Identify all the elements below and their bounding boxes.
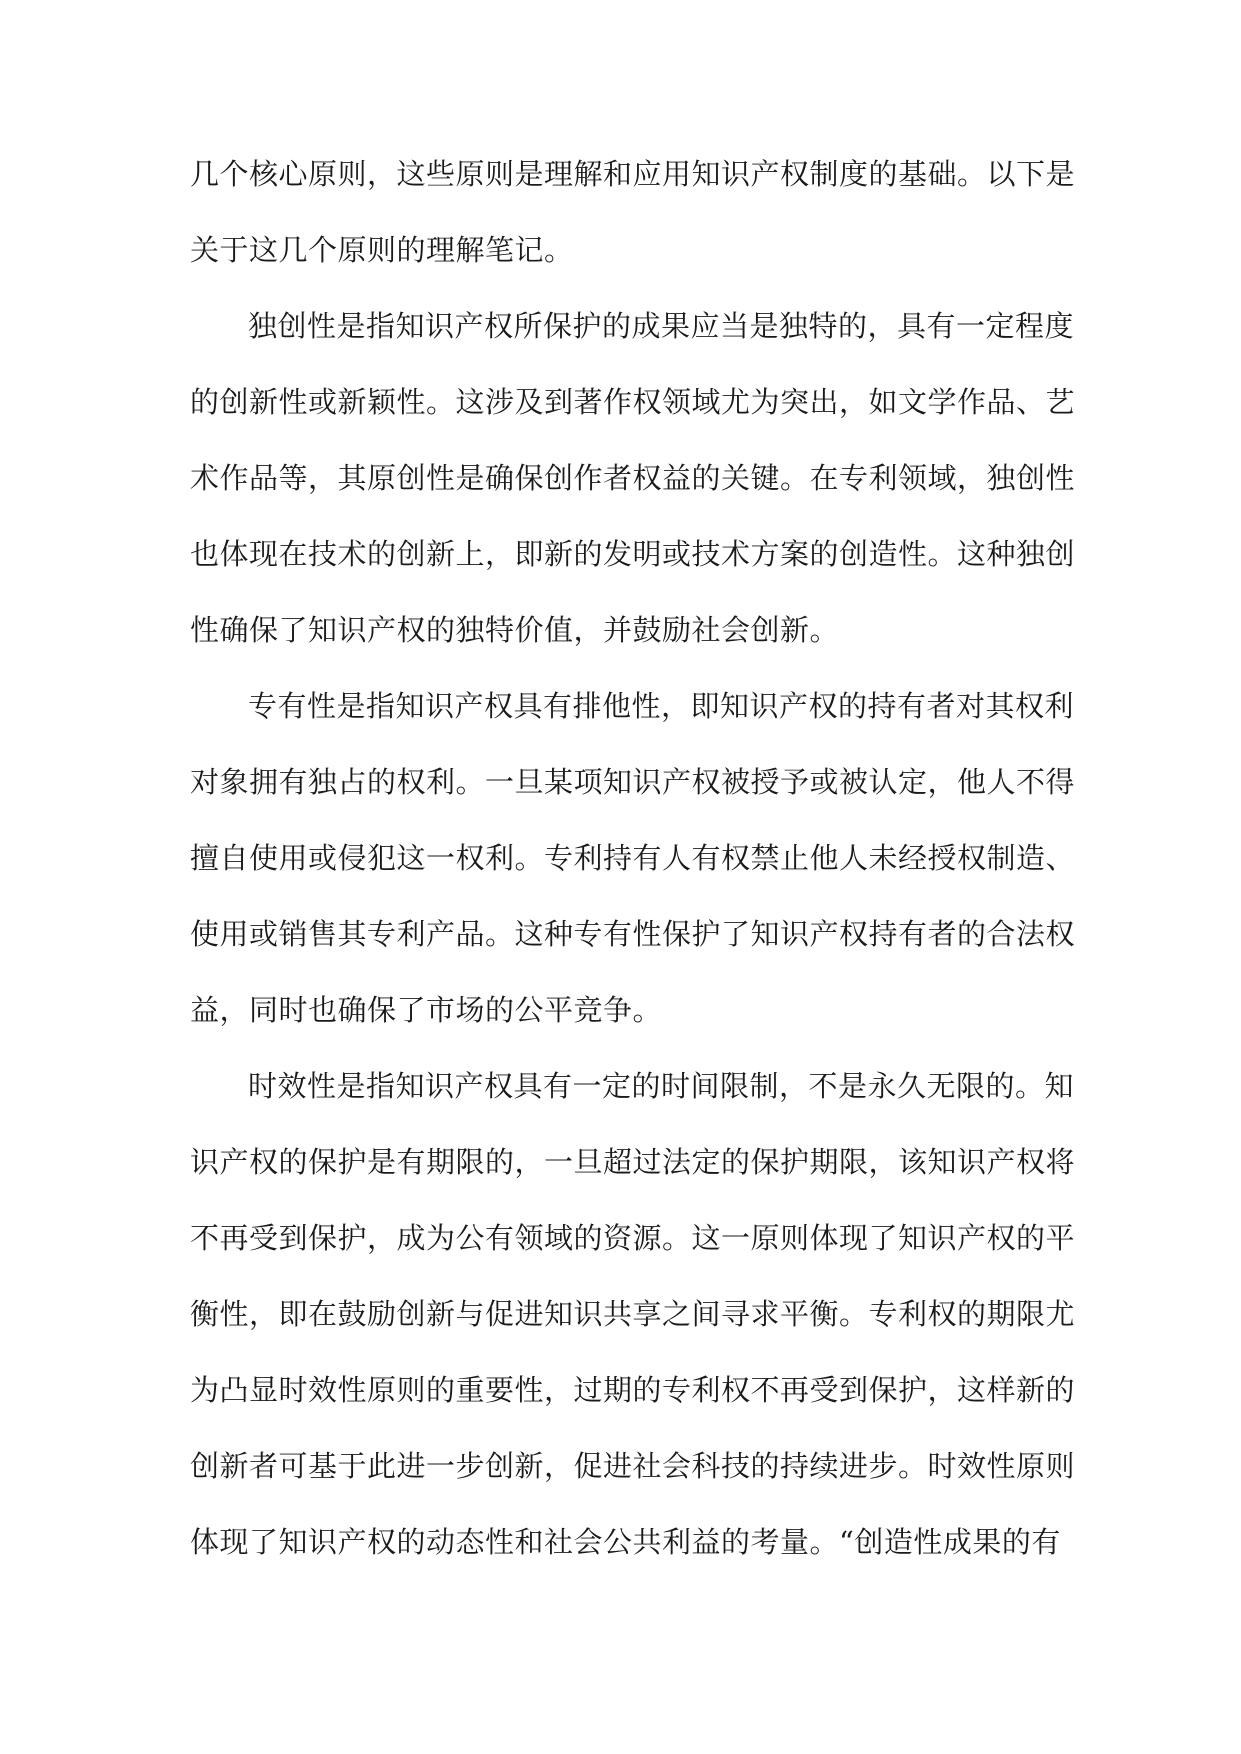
text-line: 时效性是指知识产权具有一定的时间限制，不是永久无限的。知 bbox=[248, 1069, 1075, 1103]
text-line: 识产权的保护是有期限的，一旦超过法定的保护期限，该知识产权将 bbox=[190, 1145, 1076, 1179]
text-line: 使用或销售其专利产品。这种专有性保护了知识产权持有者的合法权 bbox=[190, 917, 1076, 951]
text-line: 专有性是指知识产权具有排他性，即知识产权的持有者对其权利 bbox=[248, 689, 1075, 723]
text-line: 体现了知识产权的动态性和社会公共利益的考量。“创造性成果的有 bbox=[190, 1525, 1061, 1559]
text-line: 几个核心原则，这些原则是理解和应用知识产权制度的基础。以下是 bbox=[190, 157, 1076, 191]
text-line: 的创新性或新颖性。这涉及到著作权领域尤为突出，如文学作品、艺 bbox=[190, 385, 1076, 419]
body-text bbox=[190, 146, 1076, 1590]
text-line: 关于这几个原则的理解笔记。 bbox=[190, 233, 574, 267]
text-line: 擅自使用或侵犯这一权利。专利持有人有权禁止他人未经授权制造、 bbox=[190, 841, 1076, 875]
text-line: 益，同时也确保了市场的公平竞争。 bbox=[190, 993, 663, 1027]
text-line: 不再受到保护，成为公有领域的资源。这一原则体现了知识产权的平 bbox=[190, 1221, 1076, 1255]
text-line: 为凸显时效性原则的重要性，过期的专利权不再受到保护，这样新的 bbox=[190, 1373, 1076, 1407]
text-line: 创新者可基于此进一步创新，促进社会科技的持续进步。时效性原则 bbox=[190, 1449, 1076, 1483]
text-line: 也体现在技术的创新上，即新的发明或技术方案的创造性。这种独创 bbox=[190, 537, 1076, 571]
text-line: 术作品等，其原创性是确保创作者权益的关键。在专利领域，独创性 bbox=[190, 461, 1076, 495]
text-line: 性确保了知识产权的独特价值，并鼓励社会创新。 bbox=[190, 613, 840, 647]
text-line: 独创性是指知识产权所保护的成果应当是独特的，具有一定程度 bbox=[248, 309, 1075, 343]
text-line: 对象拥有独占的权利。一旦某项知识产权被授予或被认定，他人不得 bbox=[190, 765, 1076, 799]
text-line: 衡性，即在鼓励创新与促进知识共享之间寻求平衡。专利权的期限尤 bbox=[190, 1297, 1076, 1331]
